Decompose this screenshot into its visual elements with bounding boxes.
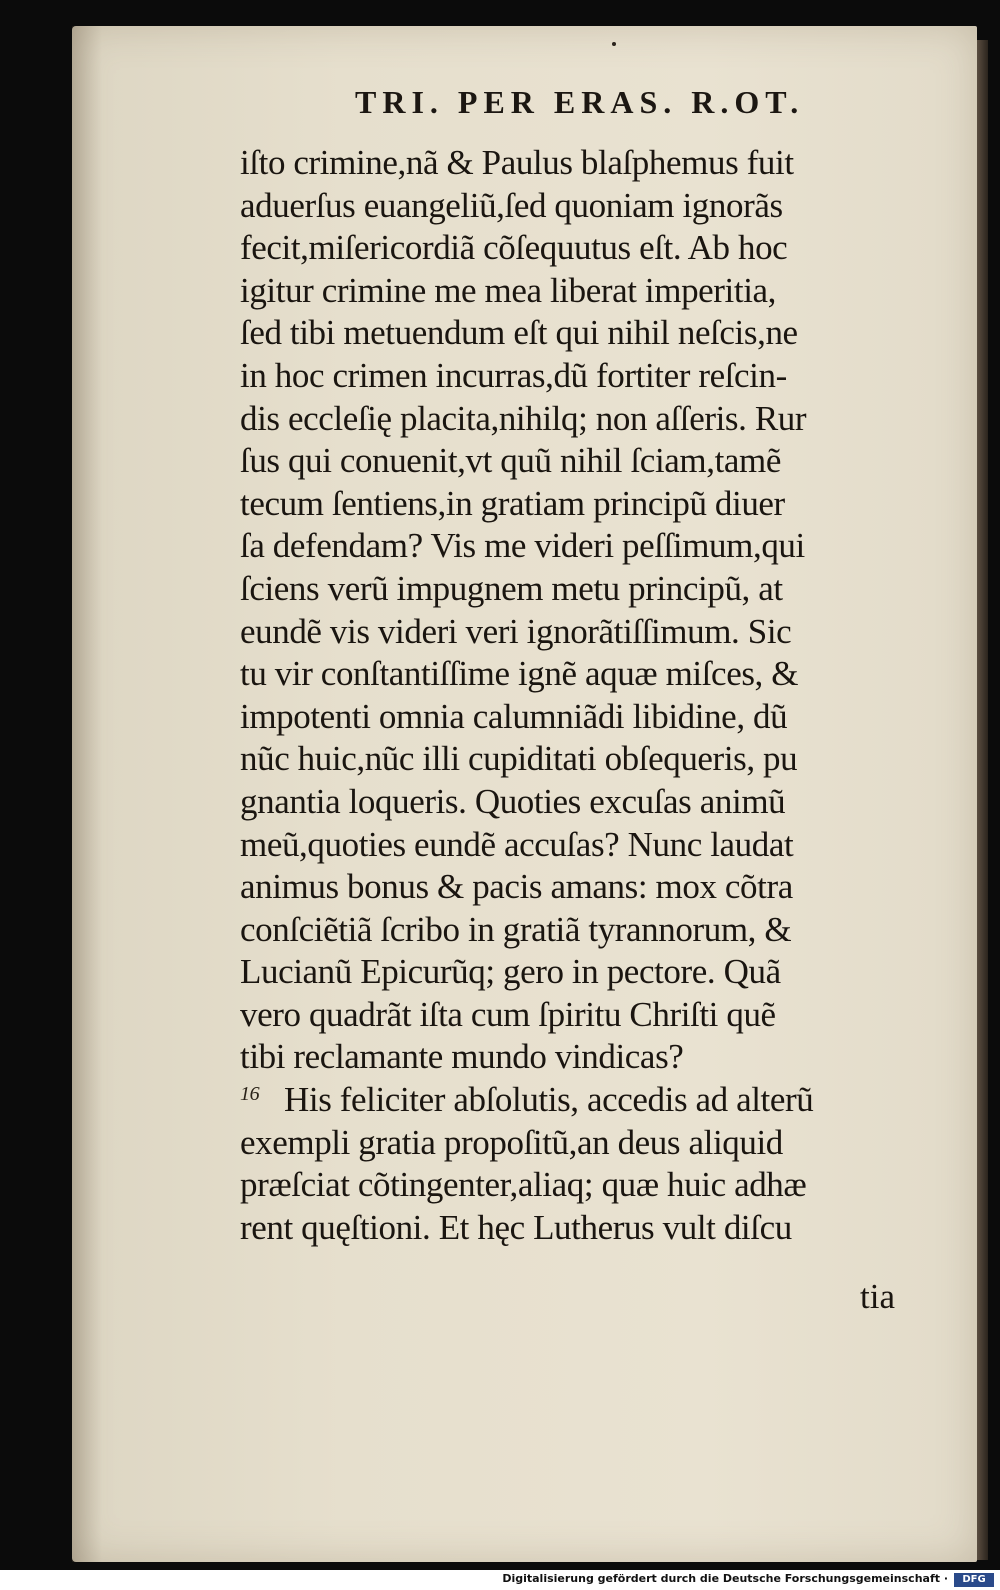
text-line: dis eccleſię placita,nihilq; non aſſeris. Rur	[240, 398, 807, 438]
text-line	[240, 1079, 940, 1122]
text-line: exempli gratia propoſitũ,an deus aliquid	[240, 1122, 783, 1162]
text-line: fecit,miſericordiã cõſequutus eſt. Ab hoc	[240, 228, 788, 268]
text-line: præſciat cõtingenter,aliaq; quæ huic adhæ	[240, 1165, 807, 1205]
text-line: tu vir conſtantiſſime ignẽ aquæ miſces, &	[240, 654, 799, 694]
text-line: iſto crimine,nã & Paulus blaſphemus fuit	[240, 143, 794, 182]
text-block	[240, 142, 940, 1249]
text-line: animus bonus & pacis amans: mox cõtra	[240, 867, 793, 907]
text-line: gnantia loqueris. Quoties excuſas animũ	[240, 781, 786, 821]
text-line: rent quęſtioni. Et hęc Lutherus vult diſcu	[240, 1207, 792, 1247]
section-number: 16	[240, 1083, 260, 1106]
running-head: TRI. PER ERAS. R.OT.	[355, 84, 805, 120]
text-line: tecum ſentiens,in gratiam principũ diuer	[240, 483, 785, 523]
footer-bar	[0, 1570, 1000, 1590]
footer-credit: Digitalisierung gefördert durch die Deutsche Forschungsgemeinschaft ·	[502, 1572, 948, 1585]
text-line: ſed tibi metuendum eſt qui nihil neſcis,ne	[240, 313, 798, 353]
gutter-shadow	[72, 26, 102, 1562]
text-line: ſus qui conuenit,vt quũ nihil ſciam,tamẽ	[240, 441, 781, 481]
text-line: conſciẽtiã ſcribo in gratiã tyrannorum, &	[240, 909, 792, 949]
text-line: impotenti omnia calumniãdi libidine, dũ	[240, 696, 788, 736]
text-line: tibi reclamante mundo vindicas?	[240, 1037, 684, 1077]
catchword: tia	[860, 1277, 895, 1316]
text-line: ſciens verũ impugnem metu principũ, at	[240, 568, 783, 608]
text-line: ſa defendam? Vis me videri peſſimum,qui	[240, 526, 805, 566]
text-line: vero quadrãt iſta cum ſpiritu Chriſti quẽ	[240, 994, 776, 1034]
text-line: in hoc crimen incurras,dũ fortiter reſcin-	[240, 355, 787, 395]
text-line: meũ,quoties eundẽ accuſas? Nunc laudat	[240, 824, 794, 864]
ink-speck	[612, 42, 616, 46]
text-line: nũc huic,nũc illi cupiditati obſequeris, pu	[240, 739, 798, 779]
text-line-content: His feliciter abſolutis, accedis ad alterũ	[284, 1080, 814, 1120]
text-line: aduerſus euangeliũ,ſed quoniam ignorãs	[240, 185, 783, 225]
text-line: eundẽ vis videri veri ignorãtiſſimum. Sic	[240, 611, 792, 651]
text-line: igitur crimine me mea liberat imperitia,	[240, 270, 777, 310]
dfg-logo: DFG	[954, 1573, 994, 1587]
text-line: Lucianũ Epicurũq; gero in pectore. Quã	[240, 952, 781, 992]
